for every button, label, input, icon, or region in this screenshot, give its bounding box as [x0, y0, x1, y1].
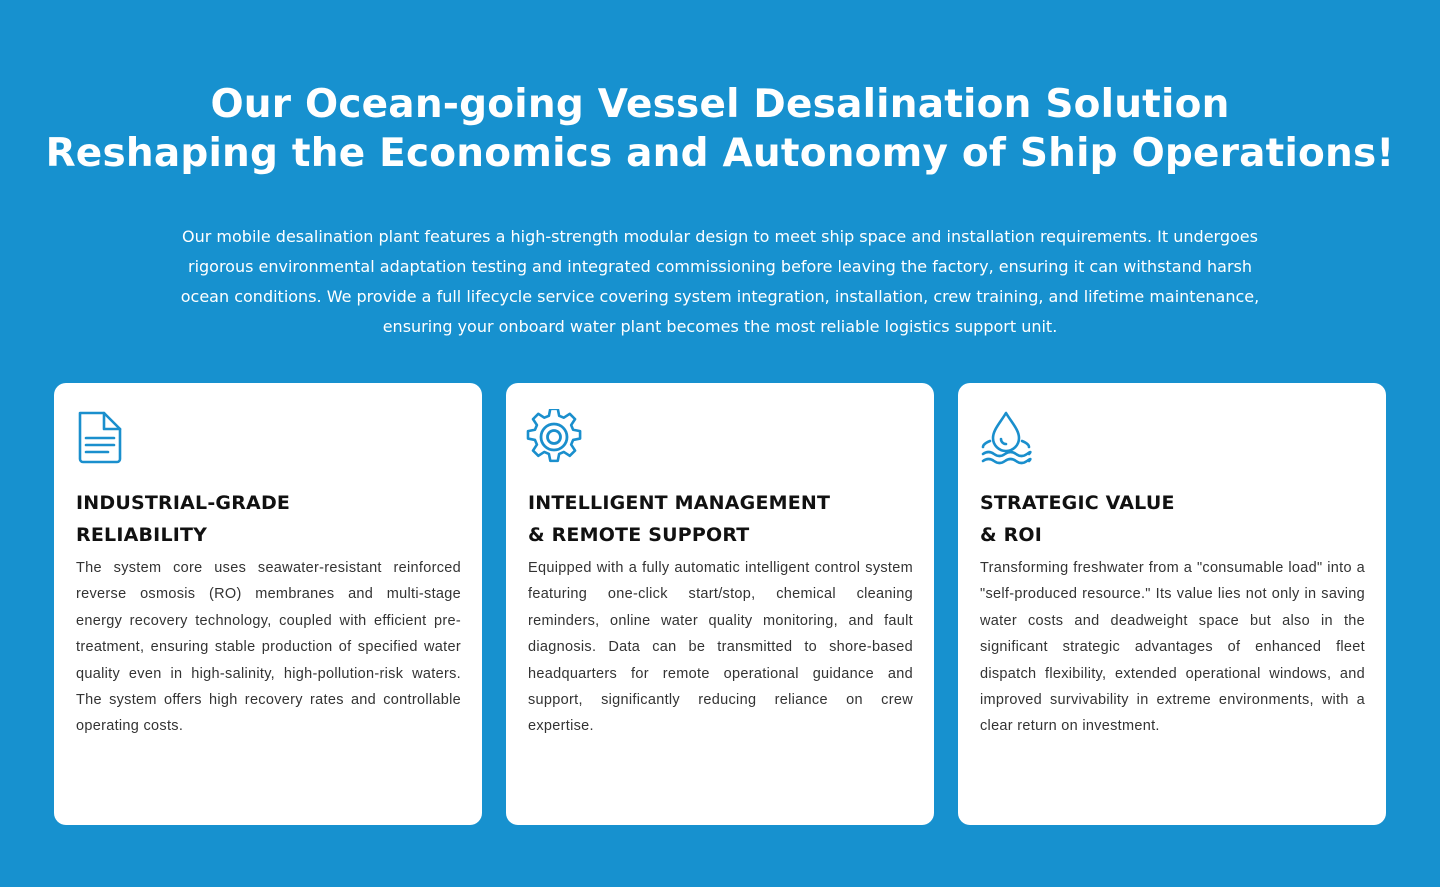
page-title-line-1: Our Ocean-going Vessel Desalination Solution: [210, 82, 1230, 127]
water-drop-icon: [978, 409, 1034, 465]
feature-card-title: [76, 487, 466, 551]
page-title-line-2: Reshaping the Economics and Autonomy of Ship Operations!: [45, 131, 1395, 176]
feature-cards: [54, 383, 1386, 825]
feature-card-body: Equipped with a fully automatic intelligent control system featuring one-click start/stop, chemical cleaning reminders, online water quality monitoring, and fault diagnosis. Data can be transmitted to shore-based headquarters for remote operational guidance and support, significantly reducing reliance on crew expertise.: [528, 560, 913, 735]
feature-card-title-line-2: & ROI: [980, 524, 1043, 546]
document-icon: [74, 409, 130, 465]
page-title: [0, 80, 1440, 178]
feature-card-title-line-1: INDUSTRIAL-GRADE: [76, 492, 291, 514]
gear-icon: [526, 409, 582, 465]
intro-paragraph: Our mobile desalination plant features a high-strength modular design to meet ship space and installation requirements. It undergoes rigorous environmental adaptation testing and integrated commissioning before leaving the factory, ensuring it can withstand harsh ocean conditions. We provide a full lifecycle service covering system integration, installation, crew training, and lifetime maintenance, ensuring your onboard water plant becomes the most reliable logistics support unit.: [180, 227, 1260, 336]
feature-card-title: [980, 487, 1370, 551]
feature-card-management: [506, 383, 934, 825]
feature-card-title-line-2: & REMOTE SUPPORT: [528, 524, 750, 546]
feature-card-title-line-2: RELIABILITY: [76, 524, 208, 546]
feature-card-reliability: [54, 383, 482, 825]
feature-card-strategic-value: [958, 383, 1386, 825]
feature-card-title: [528, 487, 918, 551]
feature-card-title-line-1: INTELLIGENT MANAGEMENT: [528, 492, 831, 514]
feature-card-body: Transforming freshwater from a "consumable load" into a "self-produced resource." Its value lies not only in saving water costs and deadweight space but also in the significant strategic advantages of enhanced fleet dispatch flexibility, extended operational windows, and improved survivability in extreme environments, with a clear return on investment.: [980, 560, 1365, 735]
feature-card-body: The system core uses seawater-resistant reinforced reverse osmosis (RO) membranes and multi-stage energy recovery technology, coupled with efficient pre-treatment, ensuring stable production of specified water quality even in high-salinity, high-pollution-risk waters. The system offers high recovery rates and controllable operating costs.: [76, 560, 461, 735]
feature-card-title-line-1: STRATEGIC VALUE: [980, 492, 1175, 514]
